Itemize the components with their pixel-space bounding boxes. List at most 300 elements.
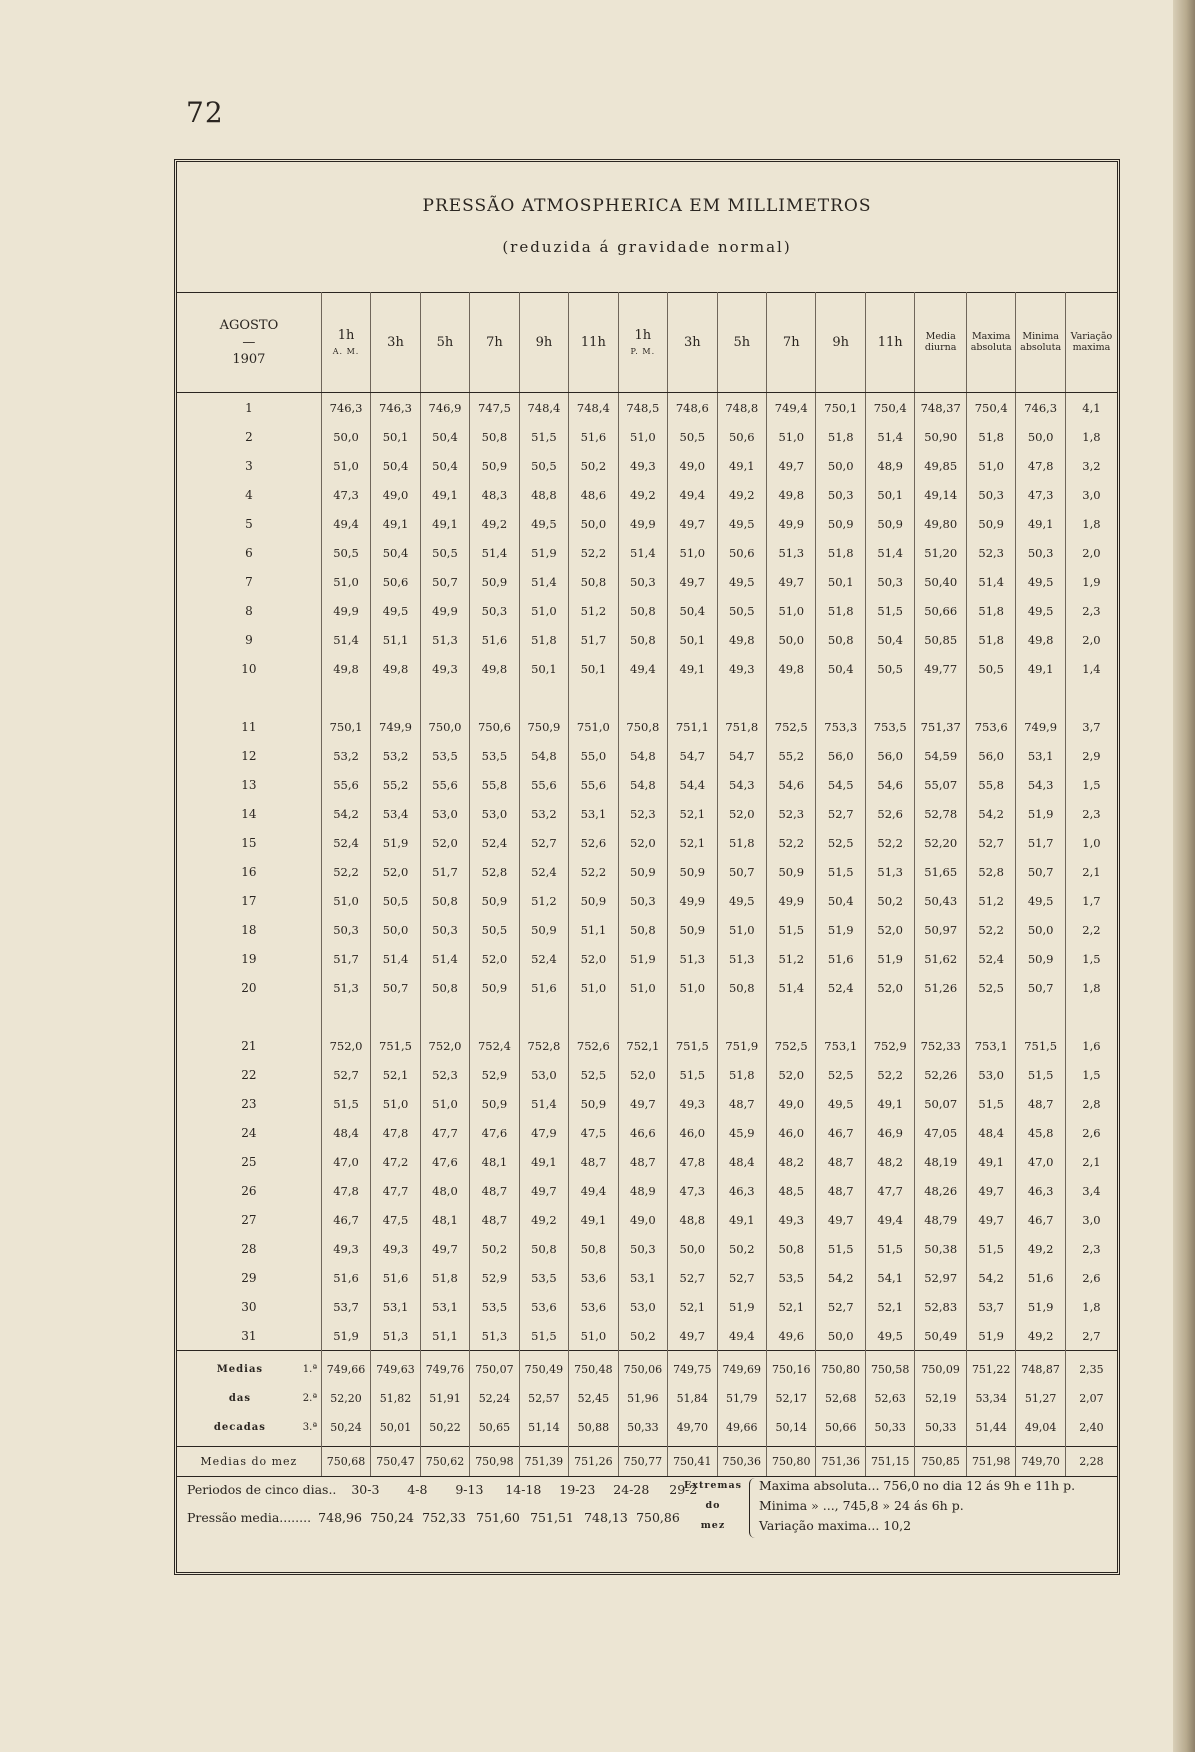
- decade-value-cell: 749,69: [717, 1351, 766, 1385]
- value-cell: 53,6: [569, 1263, 618, 1292]
- decade-value-cell: 49,04: [1016, 1413, 1065, 1447]
- value-cell: 51,8: [816, 422, 865, 451]
- value-cell: 49,8: [767, 654, 816, 683]
- decade-value-cell: 50,01: [371, 1413, 420, 1447]
- period-item: 29-2: [669, 1482, 698, 1497]
- pressure-item: 750,24: [370, 1510, 414, 1525]
- header-hour-label: 5h: [733, 334, 751, 350]
- value-cell: 50,4: [816, 886, 865, 915]
- table-row: [177, 1263, 1117, 1292]
- value-cell: 50,5: [371, 886, 420, 915]
- page-edge: [1173, 0, 1195, 1752]
- value-cell: 51,0: [668, 973, 717, 1002]
- table-row: [177, 712, 1117, 741]
- gap-cell: [371, 1002, 420, 1031]
- decade-value-cell: 750,09: [915, 1351, 967, 1385]
- value-cell: 3,2: [1065, 451, 1117, 480]
- value-cell: 49,6: [767, 1321, 816, 1351]
- decade-value-cell: 750,06: [618, 1351, 667, 1385]
- gap-cell: [717, 1002, 766, 1031]
- decade-label-cell: [177, 1413, 321, 1447]
- value-cell: 752,0: [321, 1031, 370, 1060]
- value-cell: 752,1: [618, 1031, 667, 1060]
- value-cell: 52,1: [668, 799, 717, 828]
- value-cell: 50,5: [966, 654, 1015, 683]
- value-cell: 46,7: [1016, 1205, 1065, 1234]
- value-cell: 2,3: [1065, 799, 1117, 828]
- day-cell: 16: [241, 864, 257, 879]
- table-row: [177, 451, 1117, 480]
- period-item: 24-28: [613, 1482, 650, 1497]
- value-cell: 49,7: [618, 1089, 667, 1118]
- value-cell: 47,7: [420, 1118, 469, 1147]
- value-cell: 51,4: [470, 538, 519, 567]
- table-row: [177, 886, 1117, 915]
- month-mean-value: 750,98: [470, 1447, 519, 1477]
- value-cell: 49,8: [321, 654, 370, 683]
- value-cell: 50,3: [470, 596, 519, 625]
- value-cell: 51,0: [321, 886, 370, 915]
- value-cell: 50,9: [569, 886, 618, 915]
- value-cell: 50,9: [966, 509, 1015, 538]
- day-cell: 26: [241, 1183, 257, 1198]
- period-item: 4-8: [407, 1482, 428, 1497]
- gap-cell: [321, 683, 370, 712]
- day-cell: 23: [241, 1096, 257, 1111]
- decade-value-cell: 750,48: [569, 1351, 618, 1385]
- value-cell: 49,2: [470, 509, 519, 538]
- value-cell: 50,2: [569, 451, 618, 480]
- value-cell: 55,8: [966, 770, 1015, 799]
- value-cell: 49,3: [767, 1205, 816, 1234]
- value-cell: 49,5: [816, 1089, 865, 1118]
- value-cell: 749,9: [1016, 712, 1065, 741]
- decade-value-cell: 51,27: [1016, 1384, 1065, 1413]
- value-cell: 52,5: [816, 828, 865, 857]
- value-cell: 51,3: [668, 944, 717, 973]
- table-row: [177, 1031, 1117, 1060]
- value-cell: 750,9: [519, 712, 568, 741]
- value-cell: 48,9: [618, 1176, 667, 1205]
- value-cell: 1,5: [1065, 944, 1117, 973]
- gap-cell: [371, 683, 420, 712]
- table-row: [177, 509, 1117, 538]
- value-cell: 51,9: [371, 828, 420, 857]
- month-mean-value: 751,26: [569, 1447, 618, 1477]
- value-cell: 49,8: [767, 480, 816, 509]
- value-cell: 50,9: [519, 915, 568, 944]
- value-cell: 50,3: [618, 567, 667, 596]
- decade-value-cell: 749,66: [321, 1351, 370, 1385]
- value-cell: 52,83: [915, 1292, 967, 1321]
- value-cell: 49,9: [767, 509, 816, 538]
- table-row: [177, 567, 1117, 596]
- value-cell: 753,5: [865, 712, 914, 741]
- value-cell: 48,1: [470, 1147, 519, 1176]
- value-cell: 52,0: [618, 828, 667, 857]
- value-cell: 52,2: [966, 915, 1015, 944]
- value-cell: 50,6: [717, 538, 766, 567]
- gap-cell: [668, 1002, 717, 1031]
- value-cell: 1,7: [1065, 886, 1117, 915]
- value-cell: 52,9: [470, 1263, 519, 1292]
- gap-cell: [966, 683, 1015, 712]
- header-media-l1: Media: [925, 331, 956, 342]
- table-row: [177, 1089, 1117, 1118]
- day-cell: 7: [245, 574, 253, 589]
- day-cell: 29: [241, 1270, 257, 1285]
- value-cell: 49,1: [371, 509, 420, 538]
- value-cell: 50,2: [470, 1234, 519, 1263]
- table-row: [177, 799, 1117, 828]
- value-cell: 52,1: [865, 1292, 914, 1321]
- value-cell: 51,4: [321, 625, 370, 654]
- header-hour: [371, 292, 420, 393]
- pressure-item: 748,96: [318, 1510, 362, 1525]
- value-cell: 49,9: [321, 596, 370, 625]
- value-cell: 51,9: [717, 1292, 766, 1321]
- value-cell: 52,1: [668, 1292, 717, 1321]
- pressure-item: 750,86: [636, 1510, 680, 1525]
- value-cell: 54,2: [816, 1263, 865, 1292]
- table-row: [177, 770, 1117, 799]
- value-cell: 50,4: [865, 625, 914, 654]
- day-cell: 14: [241, 806, 257, 821]
- gap-cell: [420, 683, 469, 712]
- value-cell: 46,9: [865, 1118, 914, 1147]
- value-cell: 55,6: [321, 770, 370, 799]
- value-cell: 750,0: [420, 712, 469, 741]
- value-cell: 52,4: [470, 828, 519, 857]
- value-cell: 51,8: [420, 1263, 469, 1292]
- value-cell: 52,26: [915, 1060, 967, 1089]
- value-cell: 51,9: [1016, 799, 1065, 828]
- value-cell: 49,8: [1016, 625, 1065, 654]
- value-cell: 49,7: [668, 509, 717, 538]
- month-mean-value: 750,68: [321, 1447, 370, 1477]
- value-cell: 49,5: [519, 509, 568, 538]
- value-cell: 2,6: [1065, 1263, 1117, 1292]
- value-cell: 52,8: [966, 857, 1015, 886]
- table-row: [177, 422, 1117, 451]
- decade-gap: [177, 683, 1117, 712]
- value-cell: 49,4: [668, 480, 717, 509]
- header-hour-label: 11h: [877, 334, 903, 350]
- value-cell: 49,7: [966, 1205, 1015, 1234]
- value-cell: 49,7: [668, 1321, 717, 1351]
- value-cell: 51,3: [717, 944, 766, 973]
- value-cell: 50,0: [569, 509, 618, 538]
- value-cell: 3,4: [1065, 1176, 1117, 1205]
- value-cell: 50,5: [470, 915, 519, 944]
- value-cell: 52,0: [717, 799, 766, 828]
- table-row: [177, 480, 1117, 509]
- table-row: [177, 857, 1117, 886]
- value-cell: 49,3: [371, 1234, 420, 1263]
- value-cell: 52,97: [915, 1263, 967, 1292]
- table-row: [177, 1118, 1117, 1147]
- value-cell: 50,8: [470, 422, 519, 451]
- value-cell: 50,8: [816, 625, 865, 654]
- day-cell: 11: [241, 719, 257, 734]
- value-cell: 54,3: [1016, 770, 1065, 799]
- value-cell: 50,8: [767, 1234, 816, 1263]
- value-cell: 52,1: [371, 1060, 420, 1089]
- value-cell: 49,7: [767, 451, 816, 480]
- value-cell: 48,19: [915, 1147, 967, 1176]
- value-cell: 45,8: [1016, 1118, 1065, 1147]
- value-cell: 48,7: [470, 1176, 519, 1205]
- decade-label-cell: [177, 1351, 321, 1385]
- day-cell: 31: [241, 1328, 257, 1343]
- value-cell: 49,85: [915, 451, 967, 480]
- value-cell: 47,6: [470, 1118, 519, 1147]
- value-cell: 51,8: [966, 422, 1015, 451]
- value-cell: 50,0: [767, 625, 816, 654]
- value-cell: 47,3: [1016, 480, 1065, 509]
- gap-cell: [816, 1002, 865, 1031]
- value-cell: 52,2: [865, 1060, 914, 1089]
- value-cell: 49,5: [371, 596, 420, 625]
- header-hour-label: 9h: [832, 334, 850, 350]
- month-mean-value: 750,36: [717, 1447, 766, 1477]
- day-cell: 15: [241, 835, 257, 850]
- periods-label: Periodos de cinco dias..: [187, 1482, 337, 1497]
- value-cell: 52,7: [519, 828, 568, 857]
- value-cell: 752,4: [470, 1031, 519, 1060]
- value-cell: 48,7: [1016, 1089, 1065, 1118]
- value-cell: 48,0: [420, 1176, 469, 1205]
- day-cell: 19: [241, 951, 257, 966]
- gap-cell: [717, 683, 766, 712]
- value-cell: 48,9: [865, 451, 914, 480]
- day-cell: 5: [245, 516, 253, 531]
- value-cell: 51,0: [618, 973, 667, 1002]
- value-cell: 48,7: [470, 1205, 519, 1234]
- value-cell: 50,9: [865, 509, 914, 538]
- month-mean-value: 750,77: [618, 1447, 667, 1477]
- value-cell: 751,5: [668, 1031, 717, 1060]
- value-cell: 48,3: [470, 480, 519, 509]
- header-variacao-l2: maxima: [1072, 342, 1111, 353]
- day-cell: 18: [241, 922, 257, 937]
- value-cell: 52,1: [767, 1292, 816, 1321]
- value-cell: 51,4: [420, 944, 469, 973]
- value-cell: 48,7: [816, 1147, 865, 1176]
- value-cell: 750,4: [865, 393, 914, 423]
- value-cell: 50,3: [865, 567, 914, 596]
- value-cell: 51,6: [519, 973, 568, 1002]
- value-cell: 52,0: [420, 828, 469, 857]
- day-cell: 25: [241, 1154, 257, 1169]
- value-cell: 51,7: [1016, 828, 1065, 857]
- header-hour-label: 3h: [387, 334, 404, 350]
- gap-cell: [767, 1002, 816, 1031]
- gap-cell: [966, 1002, 1015, 1031]
- value-cell: 51,6: [1016, 1263, 1065, 1292]
- value-cell: 2,0: [1065, 538, 1117, 567]
- value-cell: 52,0: [618, 1060, 667, 1089]
- table-row: [177, 1060, 1117, 1089]
- value-cell: 52,0: [865, 915, 914, 944]
- day-cell: 3: [245, 458, 253, 473]
- day-cell: 8: [245, 603, 253, 618]
- pressure-item: 752,33: [422, 1510, 466, 1525]
- value-cell: 50,97: [915, 915, 967, 944]
- header-hour-label: 1h: [337, 328, 355, 343]
- value-cell: 56,0: [865, 741, 914, 770]
- value-cell: 49,9: [767, 886, 816, 915]
- header-minima: [1016, 292, 1065, 393]
- value-cell: 53,2: [321, 741, 370, 770]
- value-cell: 47,8: [1016, 451, 1065, 480]
- decade-value-cell: 49,66: [717, 1413, 766, 1447]
- decade-value-cell: 51,91: [420, 1384, 469, 1413]
- value-cell: 51,5: [865, 1234, 914, 1263]
- value-cell: 2,1: [1065, 1147, 1117, 1176]
- value-cell: 49,4: [569, 1176, 618, 1205]
- value-cell: 1,0: [1065, 828, 1117, 857]
- header-year: 1907: [232, 351, 266, 367]
- value-cell: 51,8: [717, 828, 766, 857]
- table-row: [177, 393, 1117, 423]
- value-cell: 54,2: [966, 1263, 1015, 1292]
- header-hour-label: 9h: [535, 334, 553, 350]
- value-cell: 47,8: [371, 1118, 420, 1147]
- day-cell: 22: [241, 1067, 257, 1082]
- value-cell: 51,6: [816, 944, 865, 973]
- header-hour-label: 1h: [634, 328, 652, 343]
- header-minima-l2: absoluta: [1020, 342, 1062, 353]
- header-media-l2: diurna: [924, 342, 957, 353]
- table-row: [177, 596, 1117, 625]
- decade-value-cell: 751,22: [966, 1351, 1015, 1385]
- value-cell: 51,0: [717, 915, 766, 944]
- value-cell: 52,7: [321, 1060, 370, 1089]
- month-mean-value: 750,80: [767, 1447, 816, 1477]
- value-cell: 50,9: [668, 857, 717, 886]
- gap-cell: [816, 683, 865, 712]
- decade-value-cell: 53,34: [966, 1384, 1015, 1413]
- table-row: [177, 973, 1117, 1002]
- value-cell: 50,3: [816, 480, 865, 509]
- header-month-cell: [177, 292, 321, 393]
- value-cell: 51,8: [519, 625, 568, 654]
- pressure-line: [187, 1510, 681, 1525]
- value-cell: 52,5: [569, 1060, 618, 1089]
- value-cell: 55,2: [371, 770, 420, 799]
- value-cell: 48,4: [321, 1118, 370, 1147]
- footer: [177, 1460, 1117, 1572]
- value-cell: 50,9: [470, 451, 519, 480]
- value-cell: 749,9: [371, 712, 420, 741]
- value-cell: 51,2: [519, 886, 568, 915]
- decade-value-cell: 52,17: [767, 1384, 816, 1413]
- value-cell: 747,5: [470, 393, 519, 423]
- gap-cell: [1016, 683, 1065, 712]
- value-cell: 48,7: [569, 1147, 618, 1176]
- value-cell: 50,49: [915, 1321, 967, 1351]
- value-cell: 51,9: [1016, 1292, 1065, 1321]
- value-cell: 46,6: [618, 1118, 667, 1147]
- value-cell: 49,1: [865, 1089, 914, 1118]
- value-cell: 50,5: [865, 654, 914, 683]
- value-cell: 49,8: [470, 654, 519, 683]
- value-cell: 50,8: [717, 973, 766, 1002]
- value-cell: 51,62: [915, 944, 967, 973]
- value-cell: 51,0: [668, 538, 717, 567]
- header-pm: P. M.: [630, 347, 656, 356]
- value-cell: 51,8: [966, 625, 1015, 654]
- value-cell: 51,26: [915, 973, 967, 1002]
- value-cell: 50,3: [1016, 538, 1065, 567]
- value-cell: 751,0: [569, 712, 618, 741]
- value-cell: 751,1: [668, 712, 717, 741]
- table-row: [177, 1234, 1117, 1263]
- table-row: [177, 1176, 1117, 1205]
- month-mean-value: 750,41: [668, 1447, 717, 1477]
- header-hour: [519, 292, 568, 393]
- value-cell: 49,1: [668, 654, 717, 683]
- value-cell: 53,5: [519, 1263, 568, 1292]
- header-maxima: [966, 292, 1015, 393]
- value-cell: 51,4: [767, 973, 816, 1002]
- header-maxima-l2: absoluta: [970, 342, 1012, 353]
- value-cell: 52,6: [865, 799, 914, 828]
- value-cell: 47,6: [420, 1147, 469, 1176]
- decade-value-cell: 50,66: [816, 1413, 865, 1447]
- value-cell: 49,7: [816, 1205, 865, 1234]
- extremes-label-l1: Extremas: [684, 1480, 742, 1491]
- value-cell: 51,6: [371, 1263, 420, 1292]
- value-cell: 51,7: [420, 857, 469, 886]
- decade-value-cell: 51,96: [618, 1384, 667, 1413]
- value-cell: 50,9: [668, 915, 717, 944]
- value-cell: 55,2: [767, 741, 816, 770]
- month-mean-value: 751,98: [966, 1447, 1015, 1477]
- value-cell: 52,2: [767, 828, 816, 857]
- value-cell: 50,2: [618, 1321, 667, 1351]
- value-cell: 51,3: [321, 973, 370, 1002]
- value-cell: 51,1: [420, 1321, 469, 1351]
- value-cell: 753,1: [816, 1031, 865, 1060]
- value-cell: 50,0: [816, 1321, 865, 1351]
- value-cell: 748,37: [915, 393, 967, 423]
- value-cell: 1,8: [1065, 509, 1117, 538]
- day-cell: 17: [241, 893, 257, 908]
- decade-value-cell: 50,22: [420, 1413, 469, 1447]
- value-cell: 47,8: [668, 1147, 717, 1176]
- decade-value-cell: 51,79: [717, 1384, 766, 1413]
- value-cell: 49,0: [618, 1205, 667, 1234]
- value-cell: 50,1: [816, 567, 865, 596]
- decade-value-cell: 52,24: [470, 1384, 519, 1413]
- value-cell: 50,3: [618, 1234, 667, 1263]
- table-row: [177, 944, 1117, 973]
- value-cell: 53,7: [966, 1292, 1015, 1321]
- value-cell: 748,8: [717, 393, 766, 423]
- value-cell: 752,0: [420, 1031, 469, 1060]
- value-cell: 50,5: [717, 596, 766, 625]
- value-cell: 49,3: [420, 654, 469, 683]
- value-cell: 2,3: [1065, 596, 1117, 625]
- value-cell: 53,0: [420, 799, 469, 828]
- value-cell: 51,7: [569, 625, 618, 654]
- value-cell: 52,2: [569, 857, 618, 886]
- value-cell: 49,7: [420, 1234, 469, 1263]
- value-cell: 51,0: [321, 567, 370, 596]
- decade-group-label: Medias: [216, 1363, 264, 1375]
